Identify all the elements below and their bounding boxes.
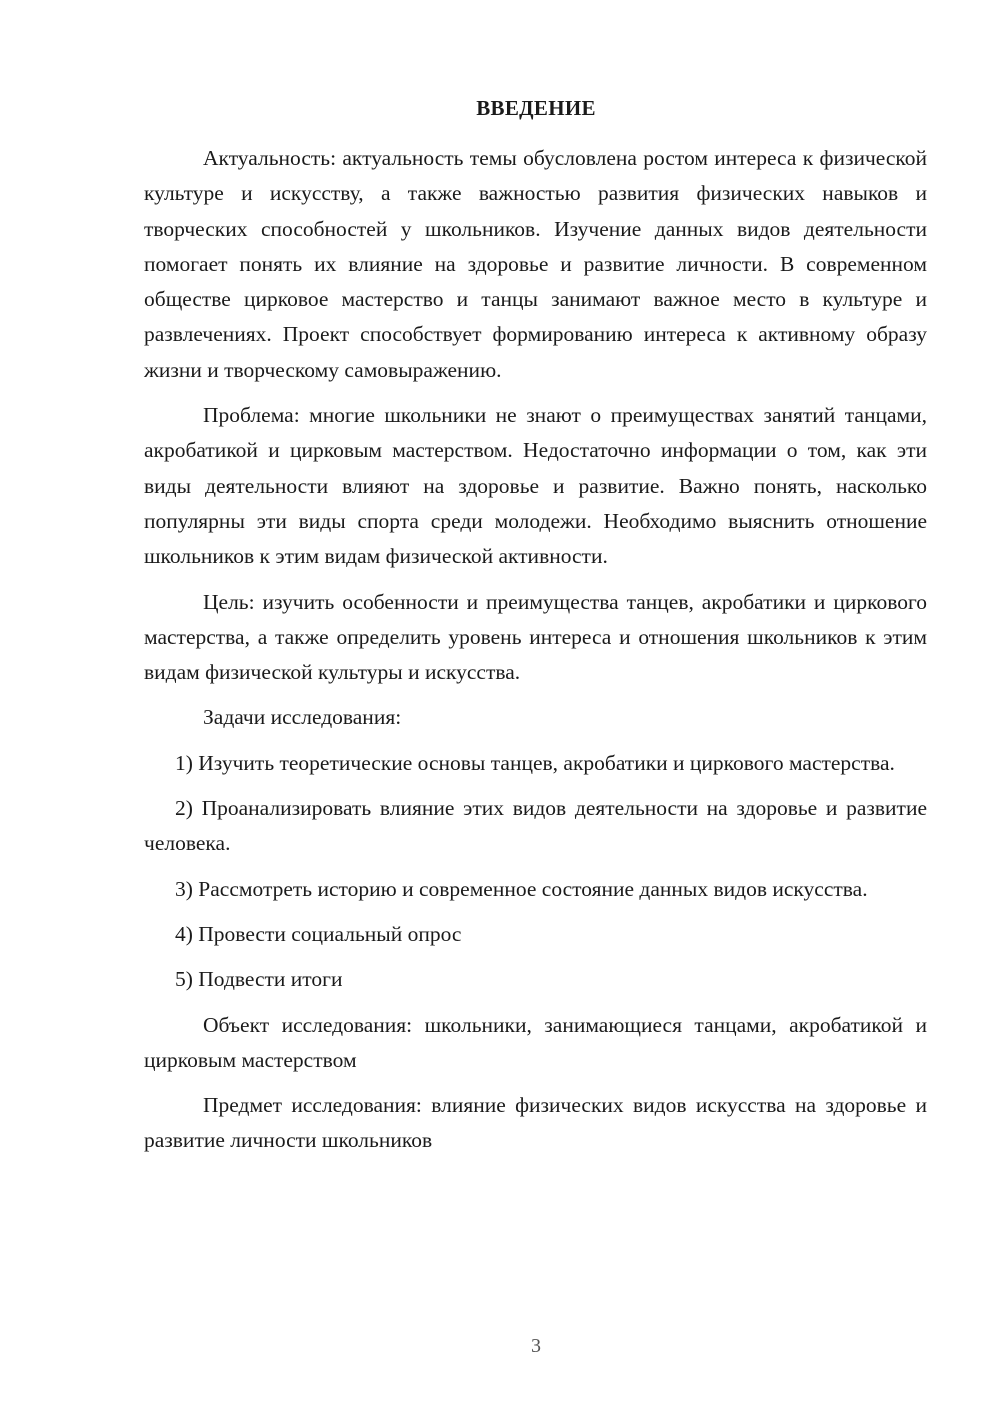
goal-paragraph: Цель: изучить особенности и преимущества танцев, акробатики и циркового мастерства, а также определить уровень интереса и отношения школьников к этим видам физической культуры и искусства.: [144, 589, 927, 685]
object-paragraph: Объект исследования: школьники, занимающиеся танцами, акробатикой и цирковым мастерством: [144, 1012, 927, 1072]
relevance-paragraph: Актуальность: актуальность темы обусловлена ростом интереса к физической культуре и искусству, а также важностью развития физических навыков и творческих способностей у школьников. Изучение данных видов деятельности помогает понять их влияние на здоровье и развитие личности. В современном обществе цирковое мастерство и танцы занимают важное место в культуре и развлечениях. Проект способствует формированию интереса к активному образу жизни и творческому самовыражению.: [144, 146, 927, 382]
problem-paragraph: Проблема: многие школьники не знают о преимуществах занятий танцами, акробатикой и цирковым мастерством. Недостаточно информации о том, как эти виды деятельности влияют на здоровье и развитие. Важно понять, насколько популярны эти виды спорта среди молодежи. Необходимо выяснить отношение школьников к этим видам физической активности.: [144, 403, 927, 569]
task-item: 2) Проанализировать влияние этих видов деятельности на здоровье и развитие человека.: [144, 796, 927, 856]
task-item: 4) Провести социальный опрос: [175, 921, 462, 946]
task-item: 5) Подвести итоги: [175, 967, 343, 992]
task-item: 3) Рассмотреть историю и современное состояние данных видов искусства.: [175, 876, 868, 901]
page-number: 3: [531, 1335, 541, 1357]
document-body: [144, 141, 927, 1169]
page-title: ВВЕДЕНИЕ: [476, 96, 596, 120]
tasks-heading: Задачи исследования:: [203, 705, 402, 730]
subject-paragraph: Предмет исследования: влияние физических видов искусства на здоровье и развитие личности школьников: [144, 1093, 927, 1153]
task-item: 1) Изучить теоретические основы танцев, акробатики и циркового мастерства.: [175, 750, 895, 775]
